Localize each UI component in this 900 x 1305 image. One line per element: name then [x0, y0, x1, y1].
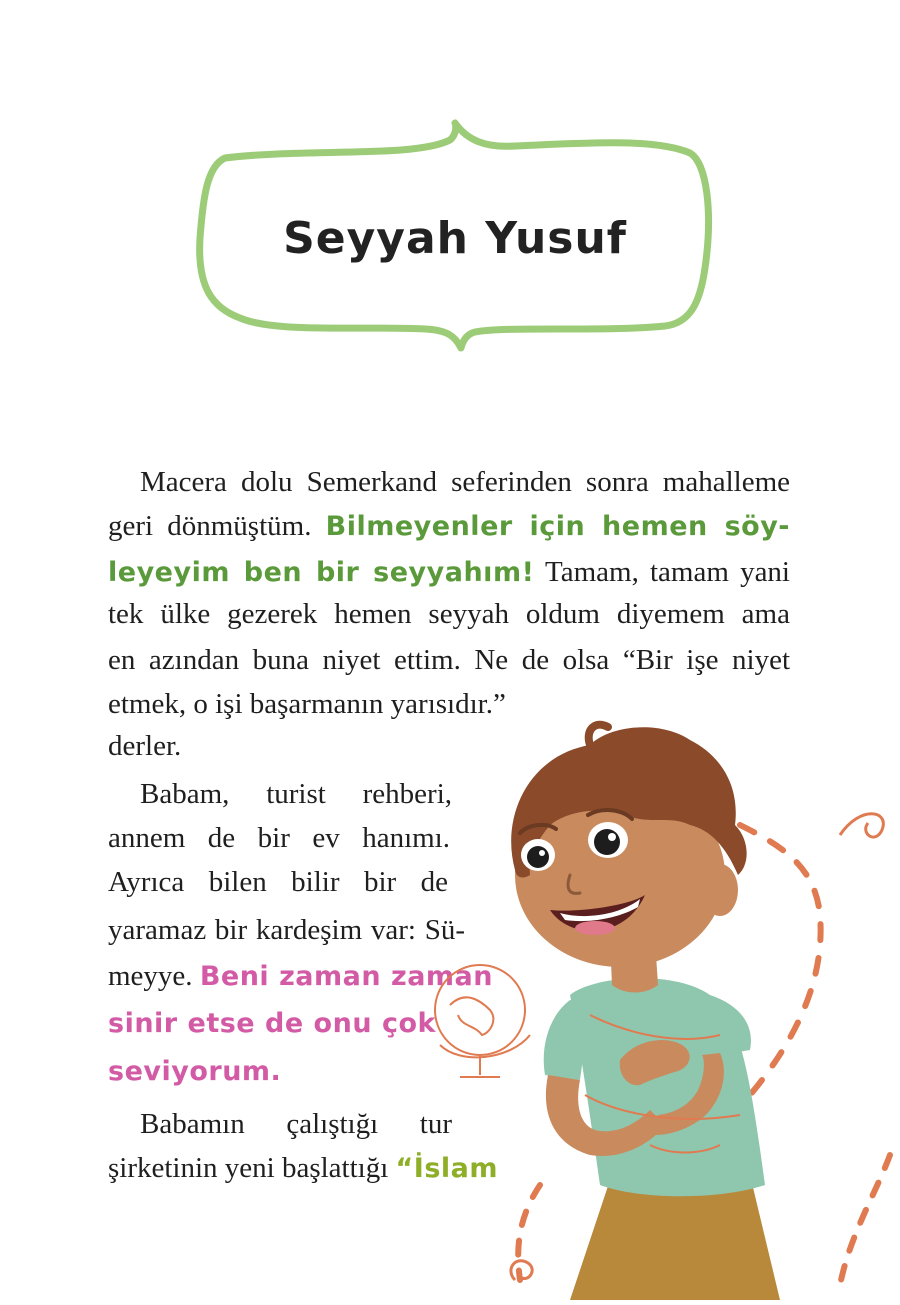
paragraph-1-line-1: Macera dolu Semerkand seferinden sonra mahalleme	[140, 466, 790, 498]
plain-text: Tamam, tamam yani	[545, 556, 790, 588]
paragraph-1-line-3	[108, 552, 790, 593]
highlighted-text: leyeyim ben bir seyyahım!	[108, 557, 535, 588]
paragraph-2-line-7: seviyorum.	[108, 1056, 282, 1087]
paragraph-2-line-6: sinir etse de onu çok	[108, 1008, 436, 1039]
paragraph-2-line-3: Ayrıca bilen bilir bir de	[108, 866, 448, 898]
paragraph-1-line-6: etmek, o işi başarmanın yarısıdır.”	[108, 688, 506, 720]
globe-sketch-icon	[435, 965, 530, 1077]
paragraph-1-line-7: derler.	[108, 730, 182, 762]
highlighted-text: Beni zaman zaman	[199, 961, 493, 992]
paragraph-1-line-2	[108, 506, 790, 547]
paragraph-2-line-1: Babam, turist rehberi,	[140, 778, 452, 810]
paragraph-3-line-1: Babamın çalıştığı tur	[140, 1108, 452, 1140]
paragraph-1-line-4: tek ülke gezerek hemen seyyah oldum diyemem ama	[108, 598, 790, 630]
boy-character-icon	[420, 715, 900, 1300]
boy-illustration	[420, 715, 900, 1300]
plain-text: şirketinin yeni başlattığı	[108, 1152, 389, 1184]
page-title: Seyyah Yusuf	[283, 213, 627, 264]
paragraph-2-line-4: yaramaz bir kardeşim var: Sü-	[108, 914, 465, 946]
highlighted-text: Bilmeyenler için hemen söy-	[325, 511, 791, 542]
paragraph-1-line-5: en azından buna niyet ettim. Ne de olsa “Bir işe niyet	[108, 644, 790, 676]
highlighted-text: “İslam	[395, 1153, 499, 1184]
plain-text: geri dönmüştüm.	[108, 510, 312, 542]
plain-text: meyye.	[108, 960, 193, 992]
paragraph-2-line-2: annem de bir ev hanımı.	[108, 822, 450, 854]
